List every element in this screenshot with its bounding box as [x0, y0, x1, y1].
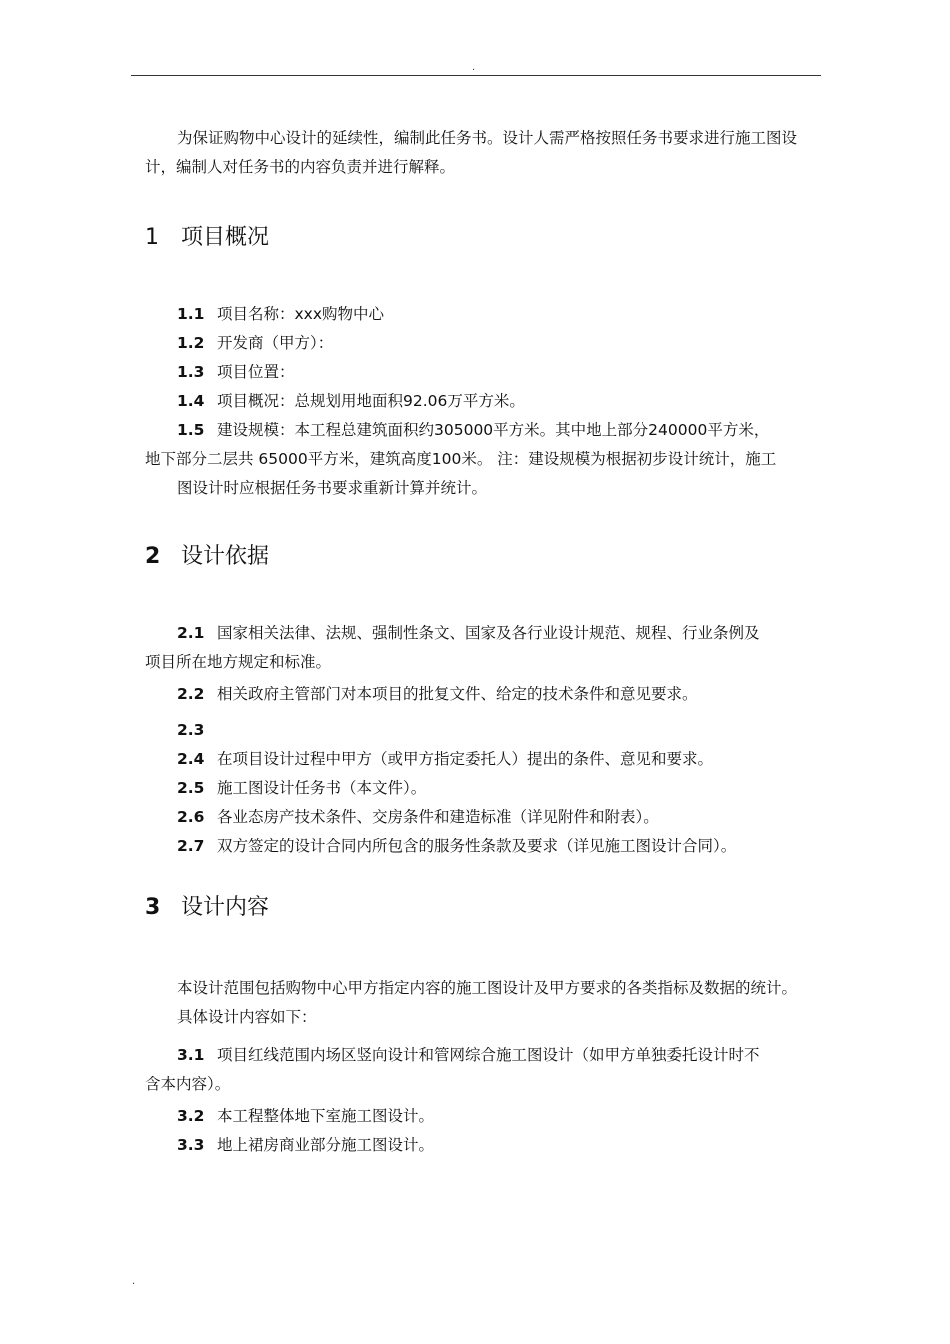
- item-text-continued: 含本内容）。: [145, 1075, 231, 1093]
- section-1-items: [145, 300, 805, 503]
- item-text: 项目名称：xxx购物中心: [217, 305, 385, 323]
- item-text: 施工图设计任务书（本文件）。: [217, 779, 427, 797]
- section-heading-2: [145, 541, 805, 573]
- section-3-paragraph: 具体设计内容如下：: [177, 1008, 317, 1026]
- item-text: 地上裙房商业部分施工图设计。: [217, 1136, 435, 1154]
- section-2-items: [145, 619, 805, 861]
- section-3-paragraph: 本设计范围包括购物中心甲方指定内容的施工图设计及甲方要求的各类指标及数据的统计。: [177, 979, 798, 997]
- item-number: 1.1: [177, 305, 205, 323]
- list-item: [145, 300, 805, 329]
- item-number: 3.2: [177, 1107, 205, 1125]
- item-number: 1.2: [177, 334, 205, 352]
- list-item: [145, 619, 805, 677]
- list-item: [145, 1041, 805, 1099]
- item-text: 项目红线范围内场区竖向设计和管网综合施工图设计（如甲方单独委托设计时不: [217, 1046, 760, 1064]
- item-number: 1.5: [177, 421, 205, 439]
- section-title: 设计依据: [181, 544, 270, 569]
- item-text: 国家相关法律、法规、强制性条文、国家及各行业设计规范、规程、行业条例及: [217, 624, 760, 642]
- item-text: 项目概况：总规划用地面积92.06万平方米。: [217, 392, 525, 410]
- item-number: 1.3: [177, 363, 205, 381]
- item-text: 项目位置：: [217, 363, 295, 381]
- item-text-continued: 地下部分二层共 65000平方米，建筑高度100米。 注：建设规模为根据初步设计统计，施工: [145, 450, 777, 468]
- section-number: 3: [145, 895, 161, 920]
- item-number: 2.4: [177, 750, 205, 768]
- list-item: [145, 329, 805, 358]
- item-text-continued: 图设计时应根据任务书要求重新计算并统计。: [177, 479, 488, 497]
- header-rule: [131, 75, 821, 76]
- item-text: 相关政府主管部门对本项目的批复文件、给定的技术条件和意见要求。: [217, 685, 698, 703]
- section-title: 项目概况: [181, 225, 270, 250]
- document-body: [145, 124, 805, 1160]
- list-item: [145, 774, 805, 803]
- list-item: [145, 1131, 805, 1160]
- list-item: [145, 1102, 805, 1131]
- section-heading-1: [145, 222, 805, 254]
- intro-paragraph: 为保证购物中心设计的延续性，编制此任务书。设计人需严格按照任务书要求进行施工图设计，编制人对任务书的内容负责并进行解释。: [145, 129, 798, 176]
- item-number: 2.3: [177, 721, 205, 739]
- section-number: 2: [145, 544, 161, 569]
- item-text: 在项目设计过程中甲方（或甲方指定委托人）提出的条件、意见和要求。: [217, 750, 714, 768]
- item-text: 开发商（甲方）：: [217, 334, 334, 352]
- list-item: [145, 416, 805, 503]
- list-item: [145, 832, 805, 861]
- section-number: 1: [145, 225, 159, 250]
- item-text: 本工程整体地下室施工图设计。: [217, 1107, 435, 1125]
- item-text: 建设规模：本工程总建筑面积约305000平方米。其中地上部分240000平方米，: [217, 421, 770, 439]
- item-number: 3.3: [177, 1136, 205, 1154]
- item-text: 各业态房产技术条件、交房条件和建造标准（详见附件和附表）。: [217, 808, 659, 826]
- item-number: 2.2: [177, 685, 205, 703]
- item-number: 2.6: [177, 808, 205, 826]
- item-text-continued: 项目所在地方规定和标准。: [145, 653, 332, 671]
- footer-dot: .: [132, 1276, 136, 1287]
- list-item: [145, 387, 805, 416]
- item-number: 2.7: [177, 837, 205, 855]
- item-number: 3.1: [177, 1046, 205, 1064]
- list-item: [145, 680, 805, 709]
- item-number: 1.4: [177, 392, 205, 410]
- header-dot: .: [472, 62, 476, 73]
- item-number: 2.1: [177, 624, 205, 642]
- item-text: 双方签定的设计合同内所包含的服务性条款及要求（详见施工图设计合同）。: [217, 837, 737, 855]
- section-heading-3: [145, 892, 805, 924]
- list-item: [145, 745, 805, 774]
- list-item: [145, 358, 805, 387]
- list-item: [145, 716, 805, 745]
- list-item: [145, 803, 805, 832]
- section-title: 设计内容: [181, 895, 270, 920]
- item-number: 2.5: [177, 779, 205, 797]
- section-3-items: [145, 1041, 805, 1160]
